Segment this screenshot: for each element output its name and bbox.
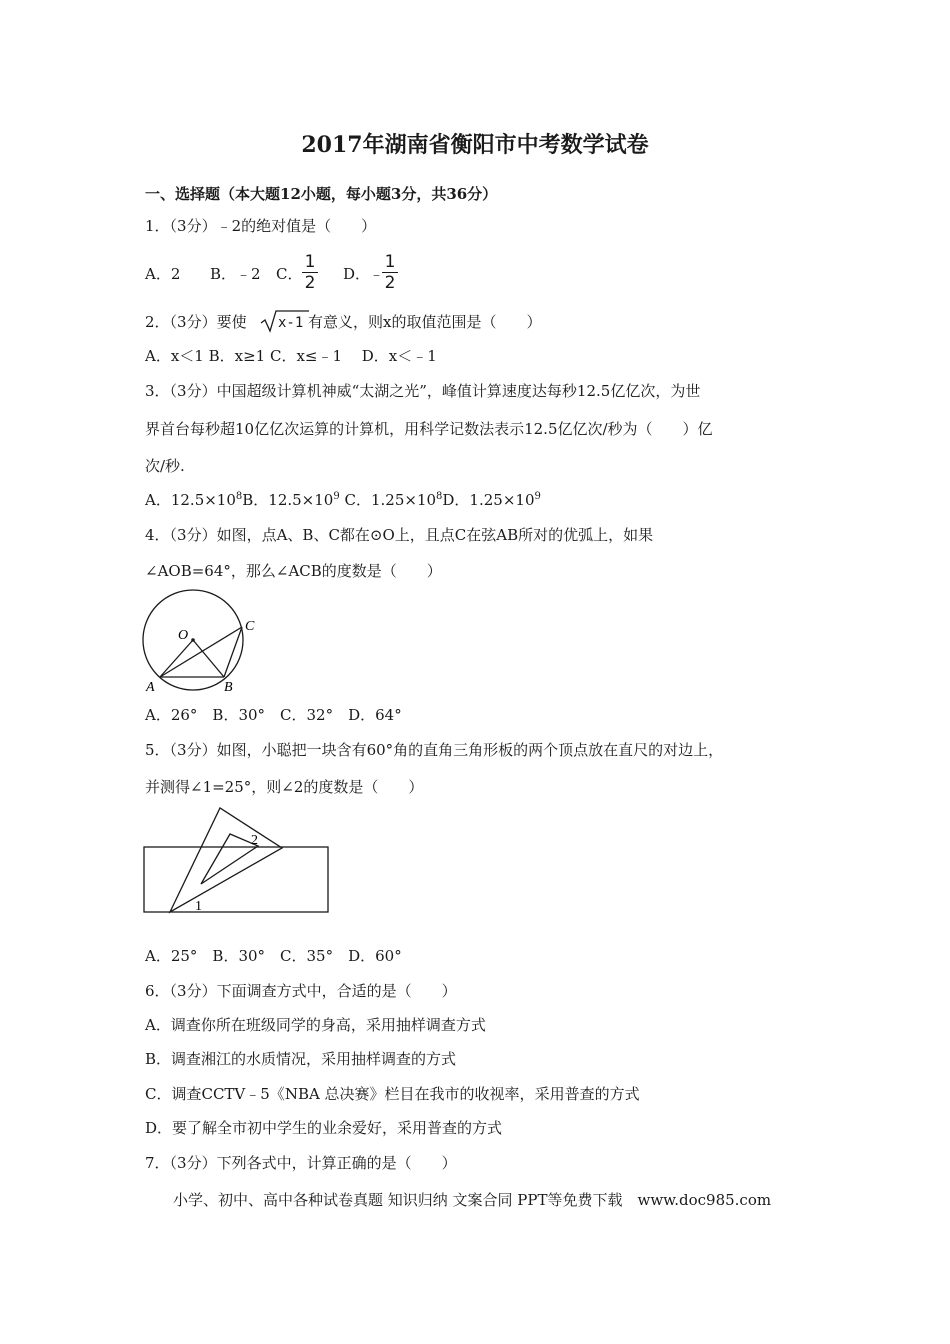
question-2-stem-prefix: 2．（3分）要使	[145, 313, 247, 331]
question-6-stem: 6．（3分）下面调查方式中，合适的是（ ）	[145, 982, 457, 1000]
question-1-option-d: D．	[343, 265, 371, 283]
set-square-outer	[170, 808, 282, 912]
set-square-inner	[201, 834, 258, 884]
question-6-option-d: D．要了解全市初中学生的业余爱好，采用普查的方式	[145, 1119, 503, 1137]
option-d: D．1.25×10	[442, 491, 535, 509]
exponent-c: 8	[436, 491, 443, 502]
radius-oa	[160, 640, 193, 677]
question-4-line-1: 4．（3分）如图，点A、B、C都在⊙O上，且点C在弦AB所对的优弧上，如果	[145, 526, 654, 544]
section-heading: 一、选择题（本大题12小题，每小题3分，共36分）	[145, 185, 498, 203]
label-b: B	[224, 680, 233, 695]
question-1-stem: 1．（3分）﹣2的绝对值是（ ）	[145, 217, 377, 235]
question-5-options: A．25° B．30° C．35° D．60°	[145, 947, 402, 965]
negative-sign: ﹣	[369, 265, 385, 283]
angle-1-label: 1	[195, 899, 202, 914]
center-point	[191, 638, 195, 642]
question-3-options	[145, 490, 541, 510]
question-3-line-2: 界首台每秒超10亿亿次运算的计算机，用科学记数法表示12.5亿亿次/秒为（ ）亿	[145, 420, 713, 438]
question-2-options: A．x＜1 B．x≥1 C．x≤﹣1 D．x＜﹣1	[145, 347, 437, 365]
option-c: C．1.25×10	[344, 491, 437, 509]
ruler	[144, 847, 328, 912]
option-b: B．12.5×10	[242, 491, 334, 509]
fraction-one-half-d	[382, 253, 398, 292]
question-6-option-b: B．调查湘江的水质情况，采用抽样调查的方式	[145, 1050, 457, 1068]
page-footer: 小学、初中、高中各种试卷真题 知识归纳 文案合同 PPT等免费下载 www.doc985.com	[173, 1191, 772, 1209]
exponent-d: 9	[534, 491, 541, 502]
fraction-denominator: 2	[304, 273, 316, 293]
question-1-option-b: B．﹣2	[210, 265, 261, 283]
document-title: 2017年湖南省衡阳市中考数学试卷	[301, 132, 649, 158]
radicand: x-1	[278, 315, 304, 331]
label-c: C	[245, 619, 255, 634]
option-a: A．12.5×10	[145, 491, 236, 509]
fraction-denominator: 2	[384, 273, 396, 293]
circle-figure	[138, 592, 278, 702]
exponent-a: 8	[235, 491, 243, 502]
exponent-b: 9	[333, 491, 340, 502]
question-7-stem: 7．（3分）下列各式中，计算正确的是（ ）	[145, 1154, 457, 1172]
question-3-line-3: 次/秒.	[145, 457, 185, 475]
chord-ac	[160, 627, 242, 677]
question-6-option-c: C．调查CCTV﹣5《NBA 总决赛》栏目在我市的收视率，采用普查的方式	[145, 1085, 640, 1103]
question-3-line-1: 3．（3分）中国超级计算机神威“太湖之光”，峰值计算速度达每秒12.5亿亿次，为世	[145, 382, 701, 400]
label-o: O	[178, 628, 189, 643]
fraction-one-half-c	[302, 253, 318, 292]
ruler-triangle-figure	[140, 806, 340, 916]
question-5-line-2: 并测得∠1=25°，则∠2的度数是（ ）	[145, 778, 424, 796]
question-6-option-a: A．调查你所在班级同学的身高，采用抽样调查方式	[145, 1016, 486, 1034]
label-a: A	[146, 680, 155, 695]
radius-ob	[193, 640, 224, 677]
question-1-option-a: A．2	[145, 265, 181, 283]
question-1-option-c: C．	[276, 265, 303, 283]
angle-2-label: 2	[251, 833, 258, 848]
question-4-line-2: ∠AOB=64°，那么∠ACB的度数是（ ）	[145, 562, 442, 580]
question-4-options: A．26° B．30° C．32° D．64°	[145, 706, 402, 724]
fraction-numerator: 1	[304, 252, 316, 272]
question-2-stem-suffix: 有意义，则x的取值范围是（ ）	[308, 313, 542, 331]
fraction-numerator: 1	[384, 252, 396, 272]
question-5-line-1: 5．（3分）如图，小聪把一块含有60°角的直角三角形板的两个顶点放在直尺的对边上，	[145, 741, 724, 759]
